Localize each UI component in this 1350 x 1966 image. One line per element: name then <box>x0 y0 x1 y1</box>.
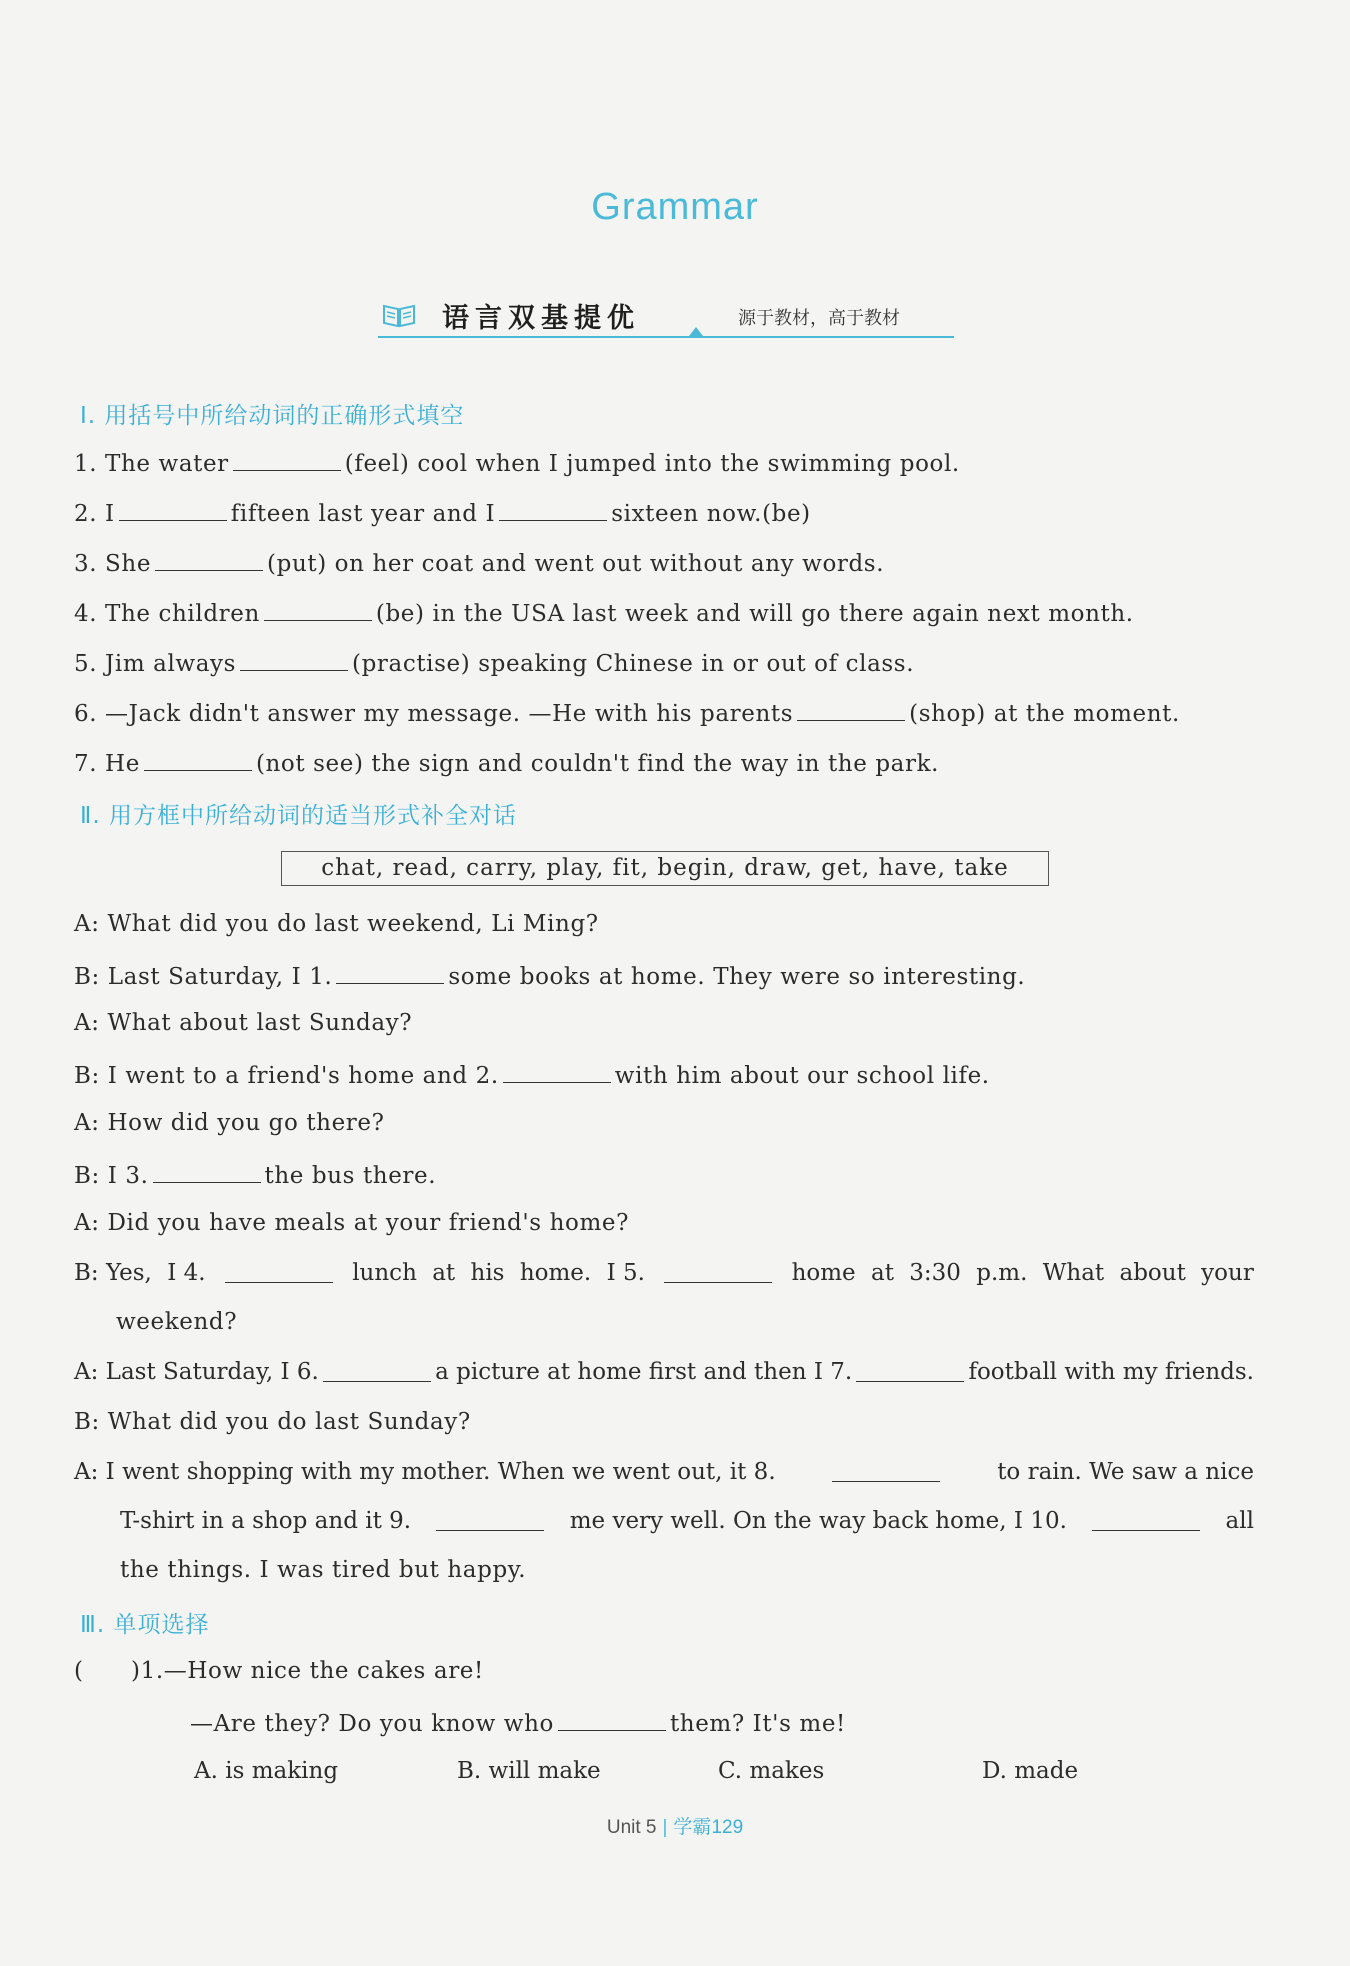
answer-blank[interactable] <box>797 698 905 721</box>
dialogue-line-8: B: Yes, I 4. lunch at his home. I 5. home at 3:30 p.m. What about your <box>74 1260 1254 1286</box>
answer-blank[interactable] <box>832 1459 940 1482</box>
s1-item-3: 3. She (put) on her coat and went out without any words. <box>74 548 884 577</box>
answer-paren[interactable]: ( )1. <box>74 1658 164 1684</box>
answer-blank[interactable] <box>119 498 227 521</box>
dialogue-line-3: A: What about last Sunday? <box>74 1010 413 1036</box>
dialogue-line-6: B: I 3. the bus there. <box>74 1160 436 1189</box>
s1-item-5: 5. Jim always (practise) speaking Chinese in or out of class. <box>74 648 914 677</box>
footer-separator: | <box>662 1817 668 1838</box>
answer-blank[interactable] <box>436 1508 544 1531</box>
option-c[interactable]: C. makes <box>718 1758 825 1784</box>
q1-line-2: —Are they? Do you know who them? It's me! <box>190 1708 846 1737</box>
answer-blank[interactable] <box>233 448 341 471</box>
answer-blank[interactable] <box>153 1160 261 1183</box>
answer-blank[interactable] <box>240 648 348 671</box>
s1-item-7: 7. He (not see) the sign and couldn't find the way in the park. <box>74 748 939 777</box>
dialogue-line-11: A: I went shopping with my mother. When we went out, it 8. to rain. We saw a nice <box>74 1459 1254 1485</box>
option-b[interactable]: B. will make <box>457 1758 601 1784</box>
section-3-heading: Ⅲ. 单项选择 <box>80 1612 210 1638</box>
section-banner <box>378 292 954 338</box>
q1-line-1: ( )1.—How nice the cakes are! <box>74 1658 484 1684</box>
answer-blank[interactable] <box>336 961 444 984</box>
s1-item-1: 1. The water (feel) cool when I jumped into the swimming pool. <box>74 448 960 477</box>
answer-blank[interactable] <box>155 548 263 571</box>
dialogue-line-5: A: How did you go there? <box>74 1110 385 1136</box>
banner-title: 语言双基提优 <box>442 303 640 334</box>
footer-brand: 学霸 <box>673 1816 712 1838</box>
section-2-heading: Ⅱ. 用方框中所给动词的适当形式补全对话 <box>80 803 517 829</box>
page-number: 129 <box>711 1817 744 1838</box>
page-title: Grammar <box>591 186 759 228</box>
answer-blank[interactable] <box>499 498 607 521</box>
banner-subtitle: 源于教材，高于教材 <box>738 308 900 329</box>
option-a[interactable]: A. is making <box>194 1758 339 1784</box>
dialogue-line-2: B: Last Saturday, I 1. some books at home. They were so interesting. <box>74 961 1025 990</box>
footer-unit: Unit 5 <box>606 1817 657 1838</box>
answer-blank[interactable] <box>664 1260 772 1283</box>
dialogue-line-9: A: Last Saturday, I 6. a picture at home first and then I 7. football with my friends. <box>74 1359 1254 1385</box>
option-d[interactable]: D. made <box>982 1758 1079 1784</box>
dialogue-line-12: T-shirt in a shop and it 9. me very well. On the way back home, I 10. all <box>120 1508 1254 1534</box>
answer-blank[interactable] <box>323 1359 431 1382</box>
section-1-heading: Ⅰ. 用括号中所给动词的正确形式填空 <box>80 403 465 429</box>
answer-blank[interactable] <box>1092 1508 1200 1531</box>
dialogue-line-8-cont: weekend? <box>116 1309 238 1335</box>
banner-triangle <box>689 327 703 336</box>
banner-rule <box>378 336 954 338</box>
answer-blank[interactable] <box>264 598 372 621</box>
answer-blank[interactable] <box>225 1260 333 1283</box>
dialogue-line-13: the things. I was tired but happy. <box>120 1557 527 1583</box>
dialogue-line-10: B: What did you do last Sunday? <box>74 1409 471 1435</box>
page-footer <box>0 1812 1350 1839</box>
dialogue-line-7: A: Did you have meals at your friend's home? <box>74 1210 629 1236</box>
dialogue-line-1: A: What did you do last weekend, Li Ming? <box>74 911 599 937</box>
s1-item-6: 6. —Jack didn't answer my message. —He with his parents (shop) at the moment. <box>74 698 1180 727</box>
dialogue-line-4: B: I went to a friend's home and 2. with him about our school life. <box>74 1060 990 1089</box>
answer-blank[interactable] <box>503 1060 611 1083</box>
word-box: chat, read, carry, play, fit, begin, draw, get, have, take <box>281 851 1049 886</box>
answer-blank[interactable] <box>144 748 252 771</box>
answer-blank[interactable] <box>856 1359 964 1382</box>
s1-item-2: 2. I fifteen last year and I sixteen now.(be) <box>74 498 811 527</box>
s1-item-4: 4. The children (be) in the USA last week and will go there again next month. <box>74 598 1134 627</box>
answer-blank[interactable] <box>558 1708 666 1731</box>
open-book-icon <box>382 300 416 328</box>
